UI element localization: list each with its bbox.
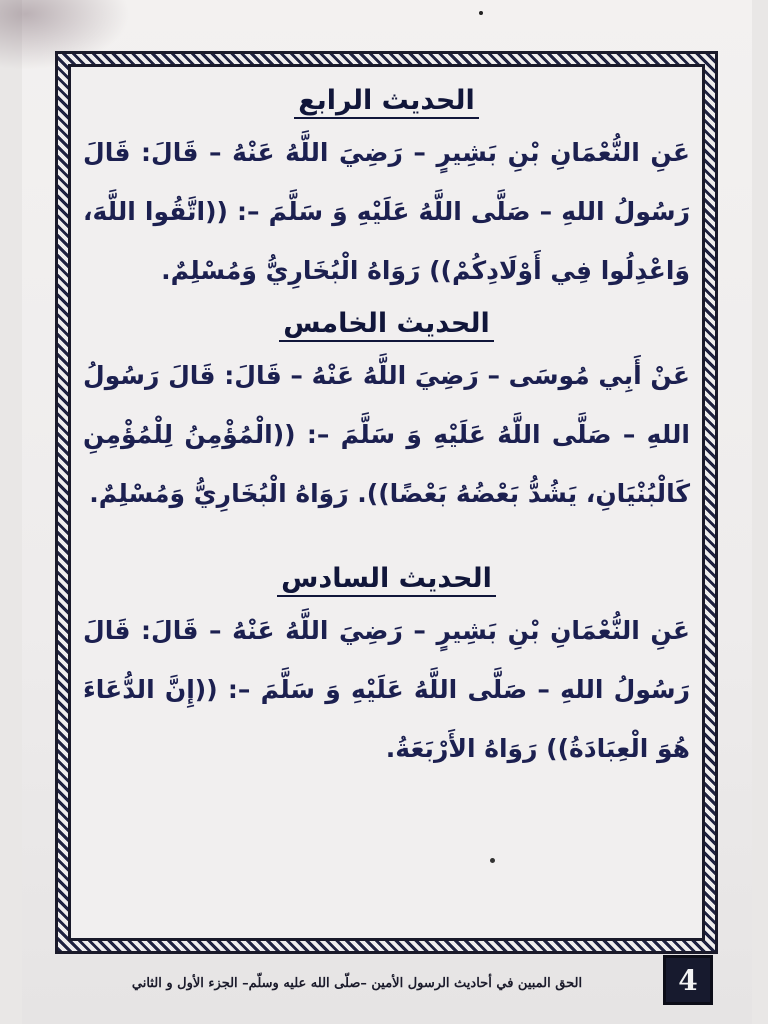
section-heading-6-text: الحديث السادس xyxy=(277,563,496,597)
hadith-text-5: عَنْ أَبِي مُوسَى – رَضِيَ اللَّهُ عَنْهُ – قَالَ: قَالَ رَسُولُ اللهِ – صَلَّى اللَّهُ عَلَيْهِ وَ سَلَّمَ –: ((الْمُؤْمِنُ لِلْمُؤْمِنِ كَالْبُنْيَانِ، يَشُدُّ بَعْضُهُ بَعْضًا)). رَوَاهُ الْبُخَارِيُّ وَمُسْلِمٌ. xyxy=(83,361,690,508)
ink-dot-small xyxy=(490,858,495,863)
section-heading-5-text: الحديث الخامس xyxy=(279,308,493,342)
hadith-text-6: عَنِ النُّعْمَانِ بْنِ بَشِيرٍ – رَضِيَ اللَّهُ عَنْهُ – قَالَ: قَالَ رَسُولُ اللهِ – صَلَّى اللَّهُ عَلَيْهِ وَ سَلَّمَ –: ((إِنَّ الدُّعَاءَ هُوَ الْعِبَادَةُ)) رَوَاهُ الأَرْبَعَةُ. xyxy=(83,616,690,763)
page-number: 4 xyxy=(678,963,698,997)
section-heading-5 xyxy=(83,304,690,344)
page-number-badge xyxy=(663,955,713,1005)
text-panel xyxy=(68,64,705,941)
decorative-border xyxy=(55,51,718,954)
section-heading-6 xyxy=(83,559,690,599)
ink-dot xyxy=(479,11,483,15)
section-heading-4-text: الحديث الرابع xyxy=(294,85,479,119)
section-heading-4 xyxy=(83,81,690,121)
hadith-text-4: عَنِ النُّعْمَانِ بْنِ بَشِيرٍ – رَضِيَ اللَّهُ عَنْهُ – قَالَ: قَالَ رَسُولُ اللهِ – صَلَّى اللَّهُ عَلَيْهِ وَ سَلَّمَ –: ((اتَّقُوا اللَّهَ، وَاعْدِلُوا فِي أَوْلَادِكُمْ)) رَوَاهُ الْبُخَارِيُّ وَمُسْلِمٌ. xyxy=(83,138,690,285)
hadith-content xyxy=(83,81,690,928)
book-title-footer: الحق المبين في أحاديث الرسول الأمين –صلّى الله عليه وسلّم– الجزء الأول و الثاني xyxy=(131,976,583,991)
